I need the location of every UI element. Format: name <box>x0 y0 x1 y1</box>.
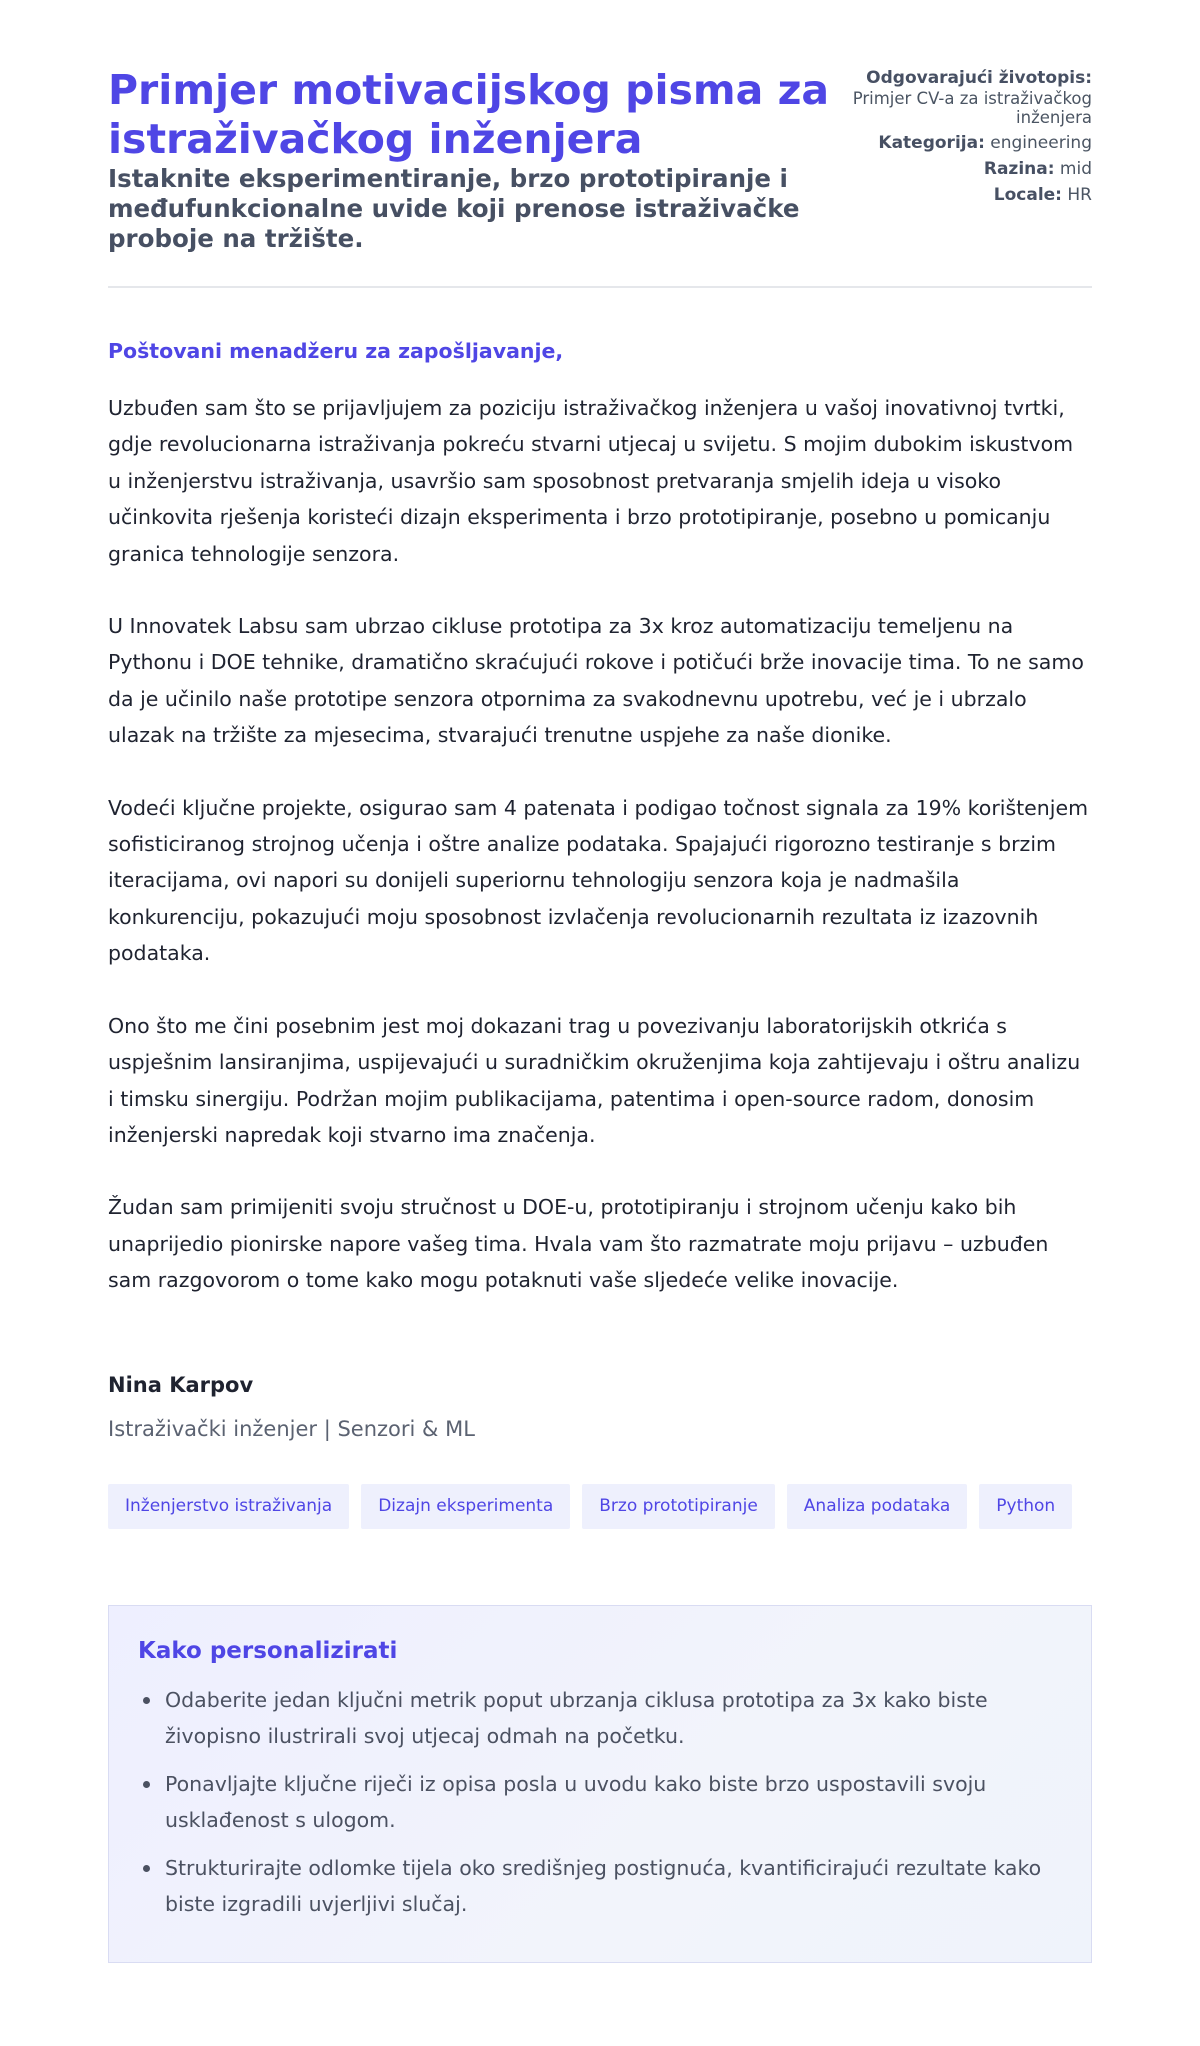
tip-item: Ponavljajte ključne riječi iz opisa posla u uvodu kako biste brzo uspostavili svoju usklađenost s ulogom. <box>165 1766 1063 1838</box>
tip-item: Strukturirajte odlomke tijela oko središnjeg postignuća, kvantificirajući rezultate kako biste izgradili uvjerljivi slučaj. <box>165 1850 1063 1922</box>
letter-paragraph: Žudan sam primijeniti svoju stručnost u DOE-u, prototipiranju i strojnom učenju kako bih unaprijedio pionirske napore vašeg tima. Hvala vam što razmatrate moju prijavu – uzbuđen sam razgovorom o tome kako mogu potaknuti vaše sljedeće velike inovacije. <box>108 1195 1049 1293</box>
meta-category-value: engineering <box>990 133 1092 153</box>
skill-tags <box>108 1484 1092 1529</box>
skill-tag: Python <box>979 1484 1072 1529</box>
tip-item: Odaberite jedan ključni metrik poput ubrzanja ciklusa prototipa za 3x kako biste živopisno ilustrirali svoj utjecaj odmah na početku. <box>165 1682 1063 1754</box>
meta-locale-label: Locale: <box>993 185 1062 205</box>
meta-level <box>812 159 1092 180</box>
page-subtitle: Istaknite eksperimentiranje, brzo prototipiranje i međufunkcionalne uvide koji prenose istraživačke proboje na tržište. <box>108 164 800 253</box>
skill-tag: Inženjerstvo istraživanja <box>108 1484 349 1529</box>
skill-tag: Dizajn eksperimenta <box>361 1484 570 1529</box>
page-title: Primjer motivacijskog pisma za istraživačkog inženjera <box>108 66 830 163</box>
letter-greeting: Poštovani menadžeru za zapošljavanje, <box>108 339 564 363</box>
skill-tag: Analiza podataka <box>787 1484 967 1529</box>
letter-paragraph: Vodeći ključne projekte, osigurao sam 4 patenata i podigao točnost signala za 19% korištenjem sofisticiranog strojnog učenja i oštre analize podataka. Spajajući rigorozno testiranje s brzim iteracijama, ovi napori su donijeli superiornu tehnologiju senzora koja je nadmašila konkurenciju, pokazujući moju sposobnost izvlačenja revolucionarnih rezultata iz izazovnih podataka. <box>108 795 1089 966</box>
meta-category <box>812 133 1092 154</box>
meta-cv-label: Odgovarajući životopis: <box>866 68 1092 88</box>
meta-level-value: mid <box>1059 159 1092 179</box>
letter-body <box>108 338 1092 1442</box>
meta-matching-cv <box>812 68 1092 127</box>
letter-paragraph: U Innovatek Labsu sam ubrzao cikluse prototipa za 3x kroz automatizaciju temeljenu na Pythonu i DOE tehnike, dramatično skraćujući rokove i potičući brže inovacije tima. To ne samo da je učinilo naše prototipe senzora otpornima za svakodnevnu upotrebu, već je i ubrzalo ulazak na tržište za mjesecima, stvarajući trenutne uspjehe za naše dionike. <box>108 614 1084 748</box>
signature-role: Istraživački inženjer | Senzori & ML <box>108 1416 475 1441</box>
meta-level-label: Razina: <box>983 159 1055 179</box>
skill-tag: Brzo prototipiranje <box>582 1484 775 1529</box>
personalization-tips <box>108 1605 1092 1963</box>
signature-name: Nina Karpov <box>108 1372 254 1397</box>
letter-paragraph: Ono što me čini posebnim jest moj dokazani trag u povezivanju laboratorijskih otkrića s uspješnim lansiranjima, uspijevajući u suradničkim okruženjima koja zahtijevaju i oštru analizu i timsku sinergiju. Podržan mojim publikacijama, patentima i open-source radom, donosim inženjerski napredak koji stvarno ima značenja. <box>108 1013 1081 1147</box>
tips-list <box>138 1682 1063 1922</box>
meta-locale-value: HR <box>1067 185 1092 205</box>
meta-category-label: Kategorija: <box>878 133 985 153</box>
page-header <box>108 0 1092 288</box>
meta-locale <box>812 185 1092 206</box>
meta-cv-link[interactable]: Primjer CV-a za istraživačkog inženjera <box>852 89 1092 127</box>
tips-title: Kako personalizirati <box>138 1637 398 1664</box>
letter-paragraph: Uzbuđen sam što se prijavljujem za poziciju istraživačkog inženjera u vašoj inovativnoj tvrtki, gdje revolucionarna istraživanja pokreću stvarni utjecaj u svijetu. S mojim dubokim iskustvom u inženjerstvu istraživanja, usavršio sam sposobnost pretvaranja smjelih ideja u visoko učinkovita rješenja koristeći dizajn eksperimenta i brzo prototipiranje, posebno u pomicanju granica tehnologije senzora. <box>108 396 1074 566</box>
meta-panel <box>812 68 1092 211</box>
